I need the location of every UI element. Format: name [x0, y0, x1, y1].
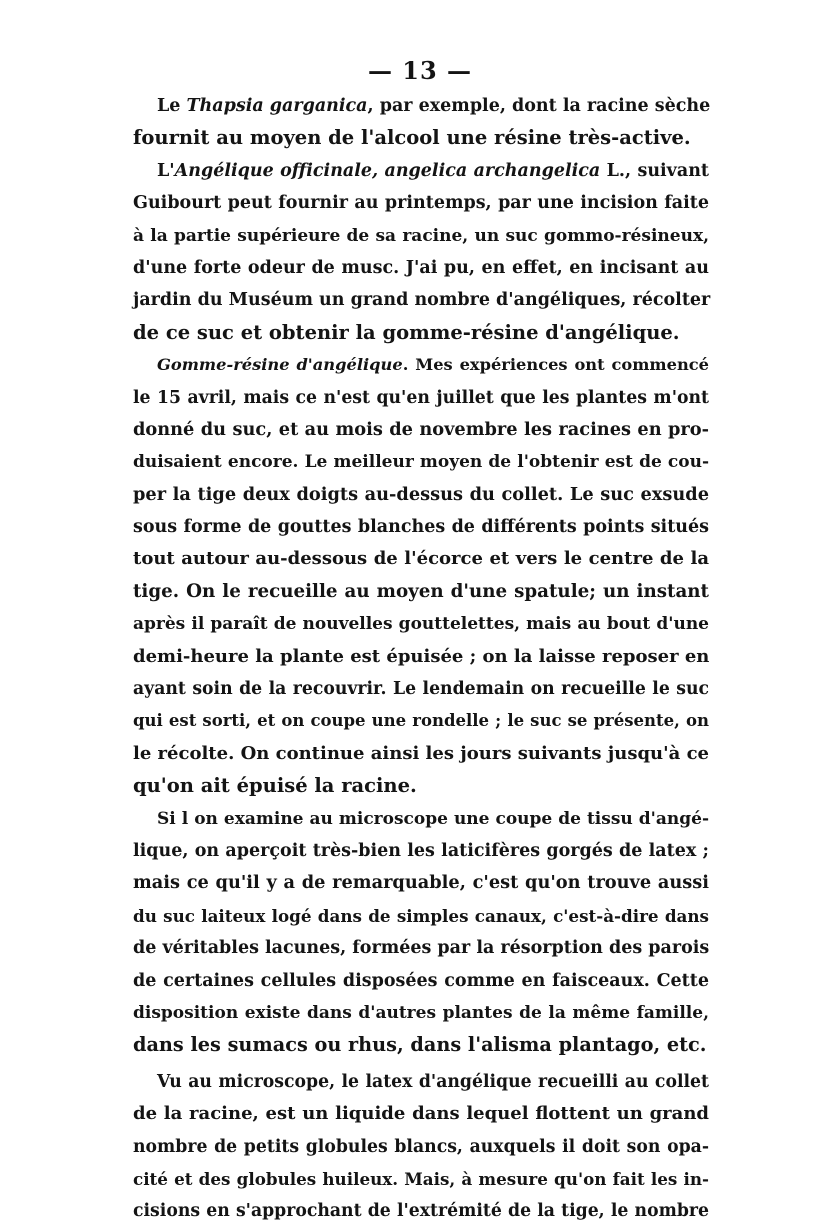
- line-text: après il paraît de nouvelles gouttelettes, mais au bout d'une: [133, 614, 709, 635]
- text-line: [133, 770, 709, 802]
- text-line: [133, 997, 709, 1029]
- text-line: [133, 803, 709, 835]
- line-text: Le: [157, 96, 187, 116]
- text-line: [133, 252, 709, 284]
- line-text: à la partie supérieure de sa racine, un suc gommo-résineux,: [133, 225, 709, 246]
- body-text: [133, 90, 709, 1228]
- text-line: [133, 641, 709, 673]
- line-text-continued: . Mes expériences ont commencé: [402, 355, 709, 375]
- text-line: [133, 738, 709, 770]
- text-line: [133, 284, 709, 316]
- text-line: [133, 187, 709, 219]
- text-line: [133, 220, 709, 252]
- text-line: [133, 1066, 709, 1098]
- text-line: [133, 608, 709, 640]
- line-italic-text: Angélique officinale, angelica archangelica: [174, 160, 601, 181]
- line-text: Vu au microscope, le latex d'angélique recueilli au collet: [157, 1071, 709, 1092]
- line-text: disposition existe dans d'autres plantes de la même famille,: [133, 1002, 709, 1023]
- line-text: tout autour au-dessous de l'écorce et vers le centre de la: [133, 548, 709, 570]
- text-line: [133, 446, 709, 478]
- line-text: de la racine, est un liquide dans lequel flottent un grand: [133, 1103, 709, 1125]
- text-line: [133, 511, 709, 543]
- line-text: L': [157, 160, 175, 181]
- line-text: nombre de petits globules blancs, auxquels il doit son opa-: [133, 1136, 709, 1157]
- text-line: [133, 122, 709, 154]
- line-text: le récolte. On continue ainsi les jours suivants jusqu'à ce: [133, 742, 709, 764]
- text-line: [133, 155, 709, 187]
- text-line: [133, 414, 709, 446]
- line-text-continued: , par exemple, dont la racine sèche: [367, 96, 711, 116]
- line-text: tige. On le recueille au moyen d'une spatule; un instant: [133, 580, 709, 602]
- line-text: du suc laiteux logé dans de simples canaux, c'est-à-dire dans: [133, 905, 709, 926]
- text-line: [133, 317, 709, 349]
- text-line: [133, 90, 709, 122]
- text-line: [133, 1131, 709, 1163]
- line-text: de certaines cellules disposées comme en faisceaux. Cette: [133, 970, 709, 991]
- text-line: [133, 543, 709, 575]
- line-text: per la tige deux doigts au-dessus du collet. Le suc exsude: [133, 483, 709, 505]
- text-line: [133, 705, 709, 737]
- text-line: [133, 382, 709, 414]
- line-text: qui est sorti, et on coupe une rondelle ; le suc se présente, on: [133, 711, 709, 731]
- text-line: [133, 867, 709, 899]
- text-line: [133, 835, 709, 867]
- line-text: demi-heure la plante est épuisée ; on la laisse reposer en: [133, 645, 710, 667]
- line-text: sous forme de gouttes blanches de différents points situés: [133, 517, 709, 538]
- line-text: qu'on ait épuisé la racine.: [133, 774, 417, 798]
- text-line: [133, 349, 709, 381]
- line-text: donné du suc, et au mois de novembre les racines en pro-: [133, 418, 709, 440]
- line-text: jardin du Muséum un grand nombre d'angéliques, récolter: [133, 290, 711, 311]
- line-italic-text: Thapsia garganica: [186, 96, 368, 116]
- text-line: [133, 576, 709, 608]
- line-text: de ce suc et obtenir la gomme-résine d'angélique.: [133, 320, 680, 344]
- line-text: Guibourt peut fournir au printemps, par une incision faite: [133, 193, 709, 214]
- text-line: [133, 965, 709, 997]
- line-text: duisaient encore. Le meilleur moyen de l'obtenir est de cou-: [133, 452, 709, 473]
- line-text: de véritables lacunes, formées par la résorption des parois: [133, 938, 710, 959]
- text-line: [133, 932, 709, 964]
- text-line: [133, 900, 709, 932]
- text-line: [133, 1163, 709, 1195]
- line-text: ayant soin de la recouvrir. Le lendemain on recueille le suc: [133, 679, 709, 700]
- line-text: cité et des globules huileux. Mais, à mesure qu'on fait les in-: [133, 1168, 709, 1189]
- line-text: fournit au moyen de l'alcool une résine très-active.: [133, 126, 691, 150]
- page-number: — 13 —: [367, 56, 473, 85]
- text-line: [133, 479, 709, 511]
- text-line: [133, 673, 709, 705]
- line-text: mais ce qu'il y a de remarquable, c'est qu'on trouve aussi: [133, 872, 709, 894]
- line-text: lique, on aperçoit très-bien les laticifères gorgés de latex ;: [133, 840, 709, 861]
- line-text: dans les sumacs ou rhus, dans l'alisma plantago, etc.: [133, 1033, 707, 1057]
- line-text: d'une forte odeur de musc. J'ai pu, en effet, en incisant au: [133, 257, 709, 278]
- line-text: le 15 avril, mais ce n'est qu'en juillet que les plantes m'ont: [133, 387, 709, 408]
- line-text: cisions en s'approchant de l'extrémité de la tige, le nombre: [133, 1201, 709, 1222]
- line-italic-text: Gomme-résine d'angélique: [157, 355, 403, 375]
- text-line: [133, 1195, 709, 1227]
- line-text: Si l on examine au microscope une coupe de tissu d'angé-: [157, 808, 709, 829]
- text-line: [133, 1098, 709, 1130]
- line-text-continued: L., suivant: [600, 160, 710, 181]
- text-line: [133, 1029, 709, 1061]
